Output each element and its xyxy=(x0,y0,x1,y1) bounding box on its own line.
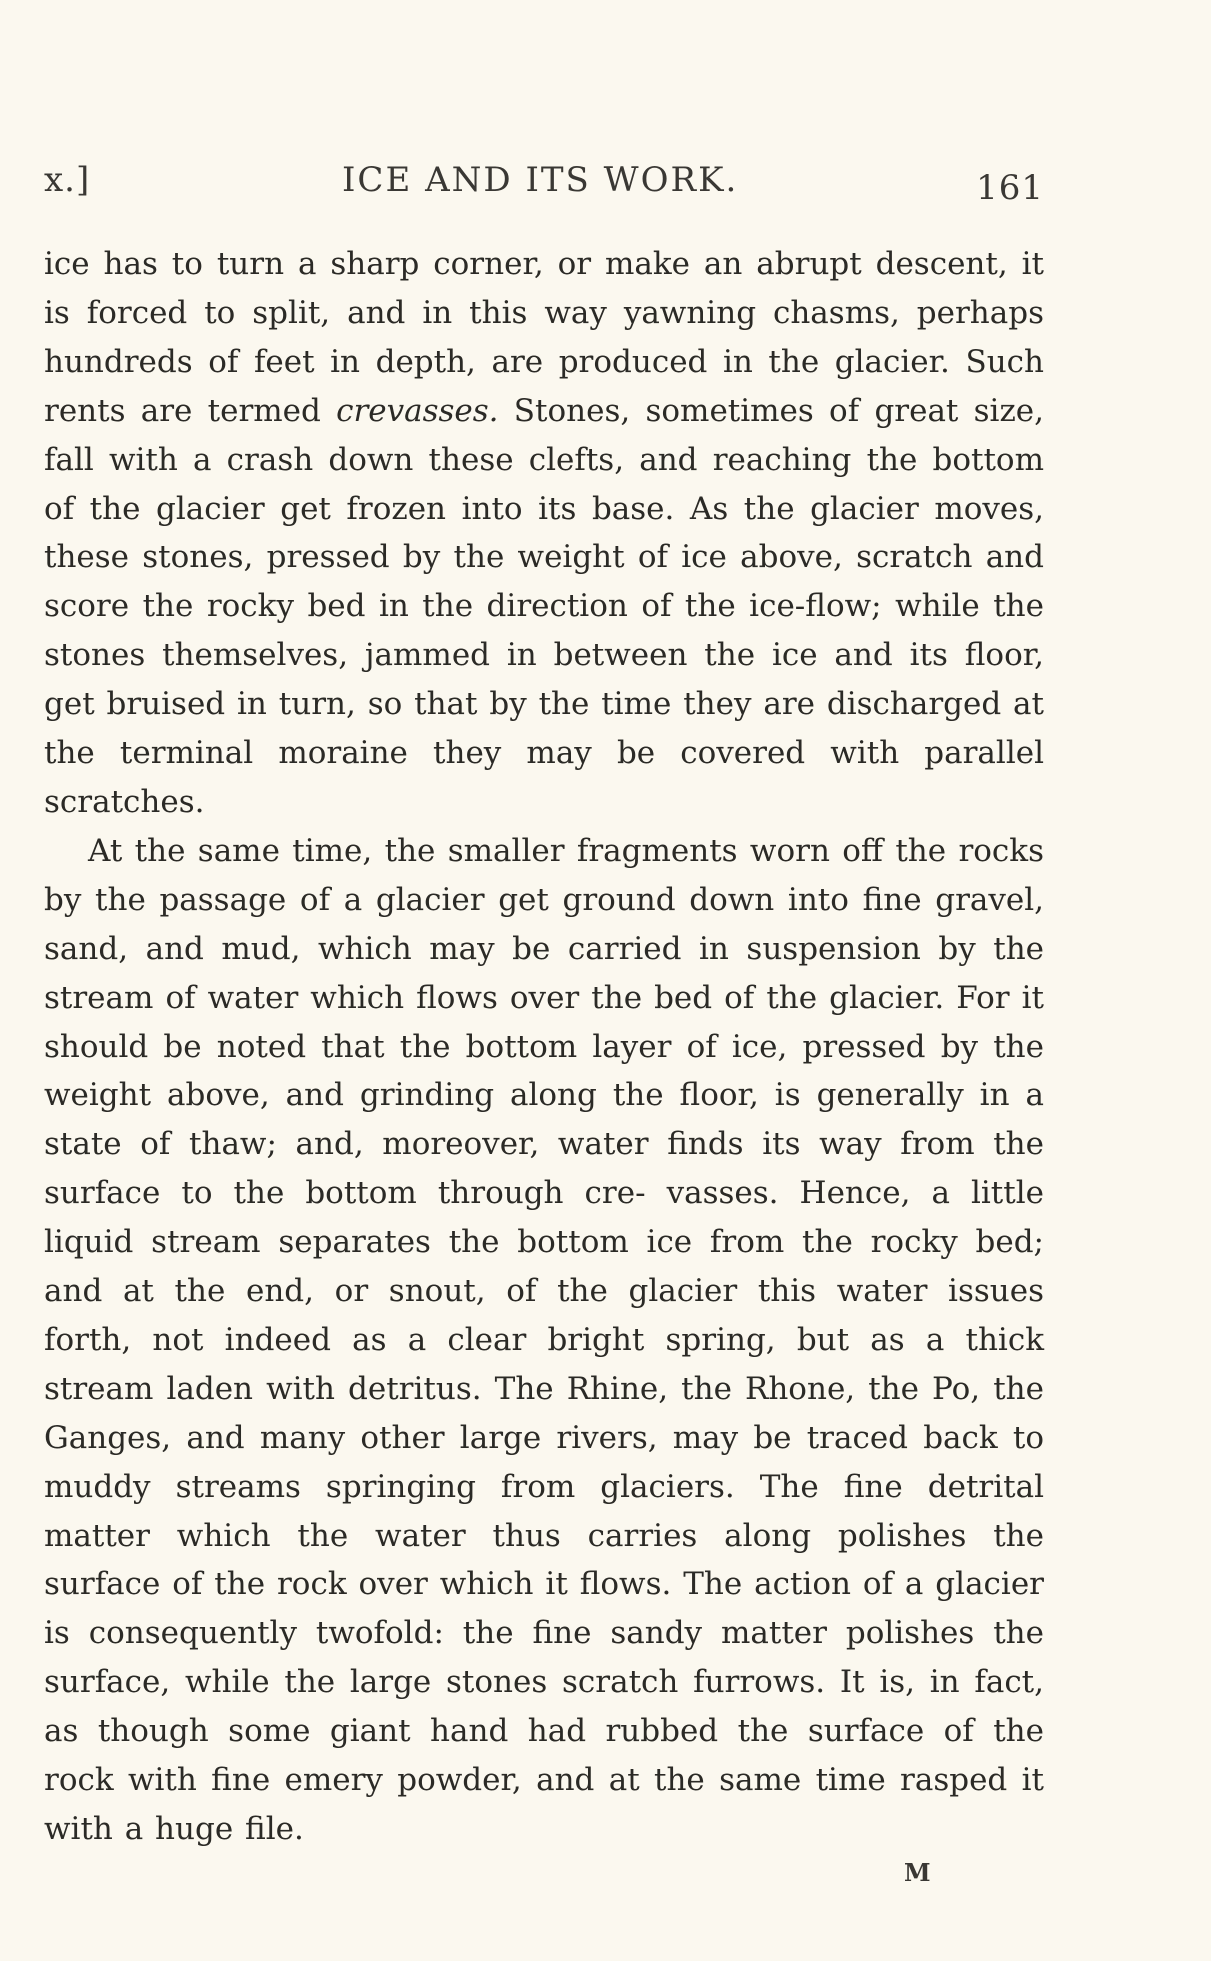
paragraph: At the same time, the smaller fragments worn off the rocks by the passage of a glacier get ground down into fine gravel, sand, and mud, which may be carried in suspension by the stream of water which flows over the bed of the glacier. For it should be noted that the bottom layer of ice, pressed by the weight above, and grinding along the floor, is generally in a state of thaw; and, moreover, water finds its way from the surface to the bottom through cre- vasses. Hence, a little liquid stream separates the bottom ice from the rocky bed; and at the end, or snout, of the glacier this water issues forth, not indeed as a clear bright spring, but as a thick stream laden with detritus. The Rhine, the Rhone, the Po, the Ganges, and many other large rivers, may be traced back to muddy streams springing from glaciers. The fine detrital matter which the water thus carries along polishes the surface of the rock over which it flows. The action of a glacier is consequently twofold: the fine sandy matter polishes the surface, while the large stones scratch furrows. It is, in fact, as though some giant hand had rubbed the surface of the rock with fine emery powder, and at the same time rasped it with a huge file. xyxy=(44,832,1044,1847)
paragraph-text-end: Stones, sometimes of great size, fall with a crash down these clefts, and reaching the bottom of the glacier get frozen into its base. As the glacier moves, these stones, pressed by the weight of ice above, scratch and score the rocky bed in the direction of the ice-flow; while the stones themselves, jammed in between the ice and its floor, get bruised in turn, so that by the time they are discharged at the terminal moraine they may be covered with parallel scratches. xyxy=(44,392,1044,820)
page-number: 161 xyxy=(976,168,1044,208)
body-text xyxy=(44,240,1044,1854)
running-head xyxy=(44,160,1044,210)
chapter-number: x.] xyxy=(44,160,91,200)
italic-term: crevasses. xyxy=(336,392,499,429)
paragraph-text-start: ice has to turn a sharp corner, or make an abrupt descent, it is forced to split, and in this way yawning chasms, perhaps hundreds of feet in depth, are produced in the glacier. Such rents are termed xyxy=(44,246,1044,429)
paragraph-continuation xyxy=(44,240,1044,827)
signature-mark: M xyxy=(904,1858,931,1887)
chapter-title: ICE AND ITS WORK. xyxy=(342,160,739,200)
